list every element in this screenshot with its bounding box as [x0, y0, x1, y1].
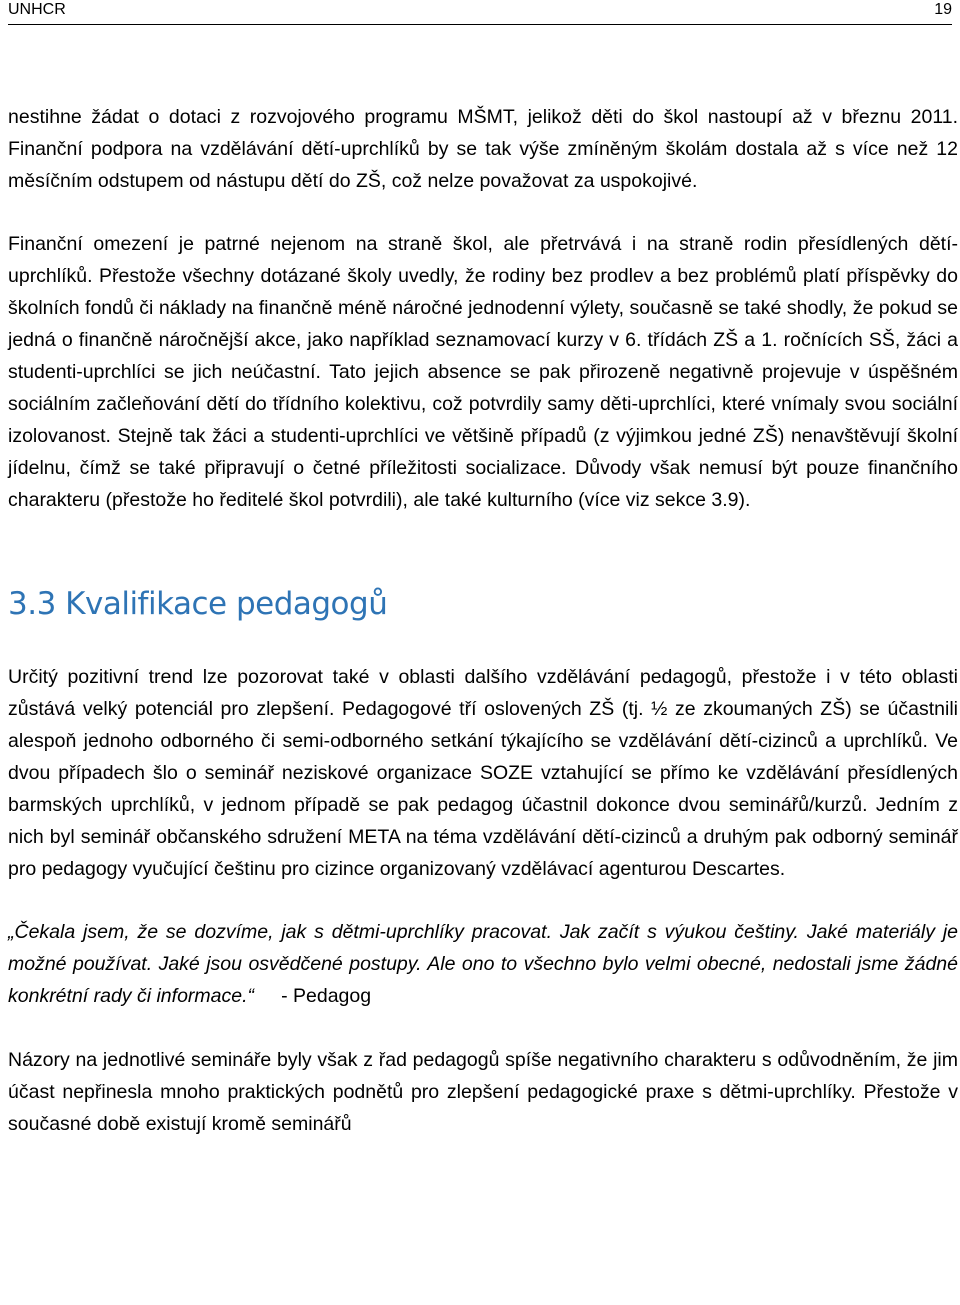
page-header [8, 0, 952, 22]
header-organization: UNHCR [8, 1, 66, 18]
document-body [8, 101, 958, 1140]
paragraph-financial-limits: Finanční omezení je patrné nejenom na straně škol, ale přetrvává i na straně rodin přesídlených dětí-uprchlíků. Přestože všechny dotázané školy uvedly, že rodiny bez prodlev a bez problémů platí příspěvky do školních fondů či náklady na finančně méně náročné jednodenní výlety, současně se také shodly, že pokud se jedná o finančně náročnější akce, jako například seznamovací kurzy v 6. třídách ZŠ a 1. ročnících SŠ, žáci a studenti-uprchlíci se jich neúčastní. Tato jejich absence se pak přirozeně negativně projevuje v úspěšném sociálním začleňování dětí do třídního kolektivu, což potvrdily samy děti-uprchlíci, které vnímaly svou sociální izolovanost. Stejně tak žáci a studenti-uprchlíci ve většině případů (z výjimkou jedné ZŠ) nenavštěvují školní jídelnu, čímž se také připravují o četné příležitosti socializace. Důvody však nemusí být pouze finančního charakteru (přestože ho ředitelé škol potvrdili), ale také kulturního (více viz sekce 3.9). [8, 233, 958, 511]
header-page-number: 19 [934, 1, 952, 18]
paragraph-teacher-qualification: Určitý pozitivní trend lze pozorovat také v oblasti dalšího vzdělávání pedagogů, přestože i v této oblasti zůstává velký potenciál pro zlepšení. Pedagogové tří oslovených ZŠ (tj. ½ ze zkoumaných ZŠ) se účastnili alespoň jednoho odborného či semi-odborného setkání týkajícího se vzdělávání dětí-cizinců a uprchlíků. Ve dvou případech šlo o seminář neziskové organizace SOZE vztahující se přímo ke vzdělávání přesídlených barmských uprchlíků, v jednom případě se pak pedagog účastnil dokonce dvou seminářů/kurzů. Jedním z nich byl seminář občanského sdružení META na téma vzdělávání dětí-cizinců a druhým pak odborný seminář pro pedagogy vyučující češtinu pro cizince organizovaný vzdělávací agenturou Descartes. [8, 666, 958, 880]
section-heading: 3.3 Kvalifikace pedagogů [8, 586, 388, 622]
quote-text: „Čekala jsem, že se dozvíme, jak s dětmi-uprchlíky pracovat. Jak začít s výukou češtiny. Jaké materiály je možné používat. Jaké jsou osvědčené postupy. Ale ono to všechno bylo velmi obecné, nedostali jsme žádné konkrétní rady či informace.“ [8, 921, 958, 1007]
header-divider [8, 24, 952, 25]
paragraph-seminar-opinions: Názory na jednotlivé semináře byly však z řad pedagogů spíše negativního charakteru s odůvodněním, že jim účast nepřinesla mnoho praktických podnětů pro zlepšení pedagogické praxe s dětmi-uprchlíky. Přestože v současné době existují kromě seminářů [8, 1049, 958, 1135]
teacher-quote [8, 916, 958, 1012]
paragraph-financing-delay: nestihne žádat o dotaci z rozvojového programu MŠMT, jelikož děti do škol nastoupí až v březnu 2011. Finanční podpora na vzdělávání dětí-uprchlíků by se tak výše zmíněným školám dostala až s více než 12 měsíčním odstupem od nástupu dětí do ZŠ, což nelze považovat za uspokojivé. [8, 106, 958, 192]
quote-attribution: - Pedagog [281, 985, 372, 1007]
